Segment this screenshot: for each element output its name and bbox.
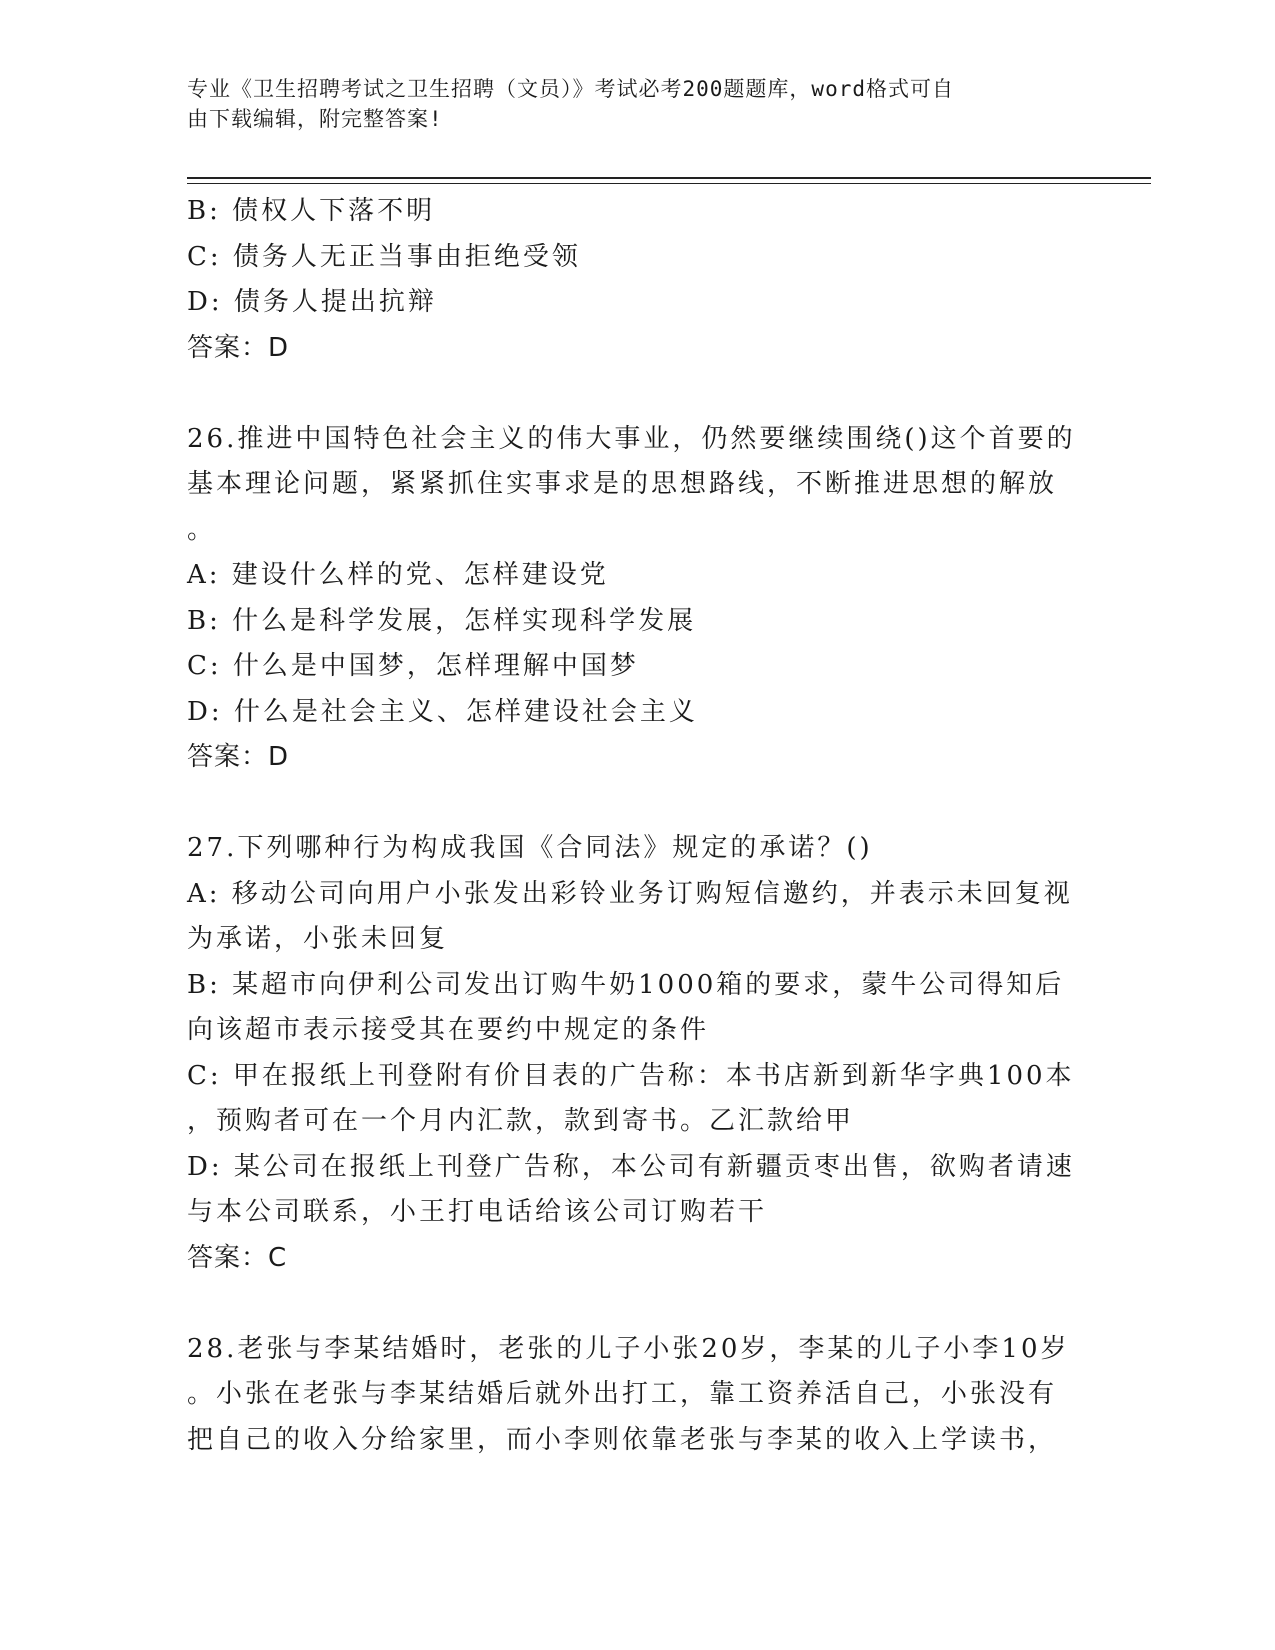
answer-line: 答案：D [187,742,290,772]
option-c-continued: ，预购者可在一个月内汇款，款到寄书。乙汇款给甲 [187,1106,855,1136]
question-26 [187,417,1087,781]
document-body [187,189,1087,1463]
option-b-continued: 向该超市表示接受其在要约中规定的条件 [187,1015,710,1045]
option-a-continued: 为承诺，小张未回复 [187,924,449,954]
question-stem-line: 把自己的收入分给家里，而小李则依靠老张与李某的收入上学读书， [187,1424,1058,1455]
spacer [187,1281,1087,1327]
question-stem-line: 26.推进中国特色社会主义的伟大事业，仍然要继续围绕()这个首要的 [187,423,1076,454]
spacer [187,371,1087,417]
header-line-2: 由下载编辑，附完整答案! [187,107,443,131]
option-d: D: 某公司在报纸上刊登广告称，本公司有新疆贡枣出售，欲购者请速 [187,1151,1075,1182]
option-a: A: 建设什么样的党、怎样建设党 [187,560,609,590]
option-d: D: 债务人提出抗辩 [187,287,437,317]
answer-line: 答案：D [187,332,290,363]
question-stem-line: 27.下列哪种行为构成我国《合同法》规定的承诺？() [187,833,873,863]
question-stem-line: 。小张在老张与李某结婚后就外出打工，靠工资养活自己，小张没有 [187,1379,1058,1409]
option-c: C: 什么是中国梦，怎样理解中国梦 [187,651,639,681]
option-b: B: 债权人下落不明 [187,196,436,226]
option-b: B: 什么是科学发展，怎样实现科学发展 [187,605,697,636]
option-c: C: 债务人无正当事由拒绝受领 [187,241,581,272]
option-a: A: 移动公司向用户小张发出彩铃业务订购短信邀约，并表示未回复视 [187,878,1073,909]
option-d-continued: 与本公司联系，小王打电话给该公司订购若干 [187,1197,768,1227]
option-d: D: 什么是社会主义、怎样建设社会主义 [187,696,698,727]
question-28 [187,1327,1087,1464]
question-stem-line: 。 [187,514,217,545]
question-27 [187,826,1087,1281]
question-25-continued [187,189,1087,371]
answer-line: 答案：C [187,1242,288,1273]
header-rule-thick [187,177,1151,179]
header-rule-thin [187,183,1151,184]
header-line-1: 专业《卫生招聘考试之卫生招聘（文员）》考试必考200题题库，word格式可自 [187,77,954,101]
spacer [187,781,1087,827]
option-c: C: 甲在报纸上刊登附有价目表的广告称：本书店新到新华字典100本 [187,1060,1075,1091]
option-b: B: 某超市向伊利公司发出订购牛奶1000箱的要求，蒙牛公司得知后 [187,969,1065,1000]
document-header [187,74,1067,134]
question-stem-line: 基本理论问题，紧紧抓住实事求是的思想路线，不断推进思想的解放 [187,469,1058,499]
question-stem-line: 28.老张与李某结婚时，老张的儿子小张20岁，李某的儿子小李10岁 [187,1333,1070,1364]
